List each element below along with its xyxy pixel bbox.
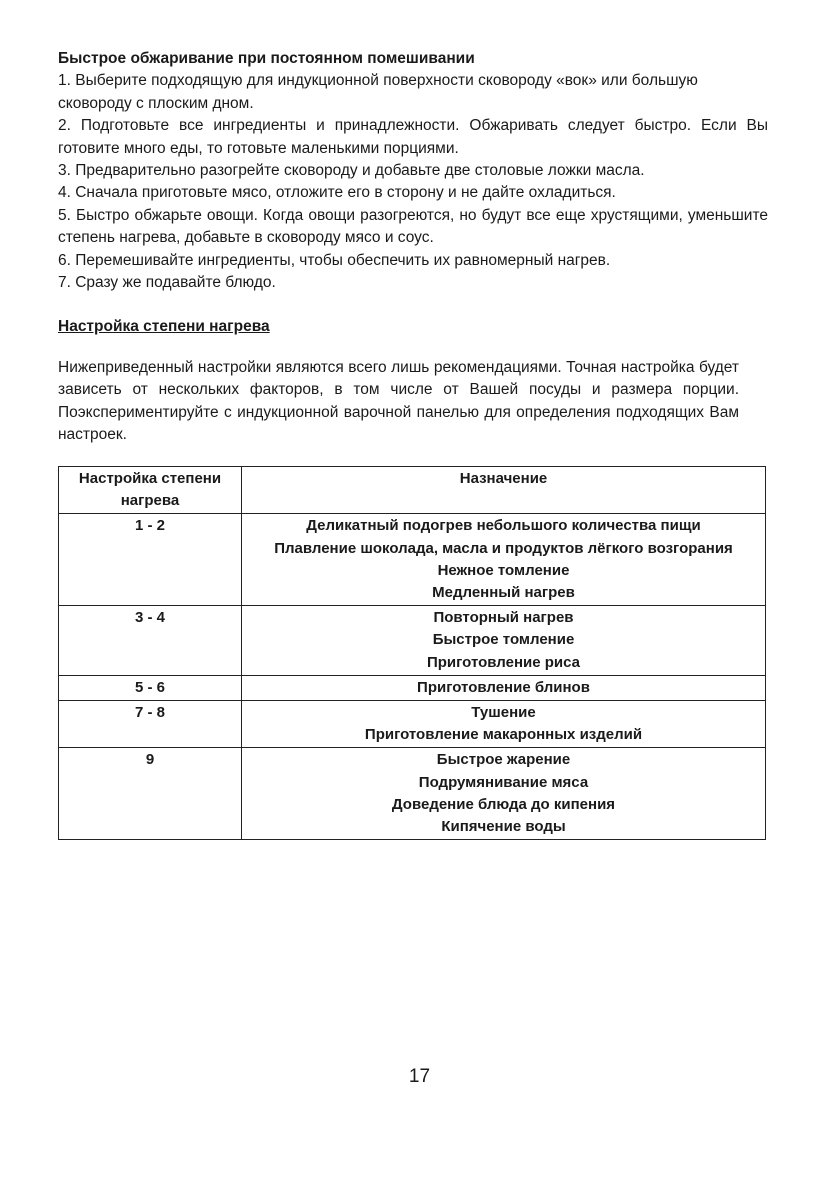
- step-5: 5. Быстро обжарьте овощи. Когда овощи разогреются, но будут все еще хрустящими, уменьшите степень нагрева, добавьте в сковороду мясо и соус.: [58, 206, 768, 247]
- purpose-item: Приготовление макаронных изделий: [364, 726, 643, 744]
- heat-level-cell: 3 - 4: [59, 606, 242, 676]
- step-3: 3. Предварительно разогрейте сковороду и добавьте две столовые ложки масла.: [58, 162, 645, 180]
- purpose-item: Медленный нагрев: [432, 584, 575, 602]
- purpose-cell: [242, 701, 766, 748]
- purpose-item: Доведение блюда до кипения: [391, 795, 616, 813]
- table-row: [59, 675, 766, 700]
- purpose-item: Тушение: [471, 704, 536, 722]
- purpose-item: Кипячение воды: [441, 818, 566, 836]
- purpose-cell: [242, 606, 766, 676]
- section-title-stir-fry: Быстрое обжаривание при постоянном помешивании: [58, 50, 475, 67]
- step-7: 7. Сразу же подавайте блюдо.: [58, 274, 276, 292]
- purpose-item: Быстрое томление: [432, 631, 575, 649]
- purpose-item: Быстрое жарение: [436, 751, 571, 769]
- step-1: 1. Выберите подходящую для индукционной поверхности сковороду «вок» или большую сковороду с плоским дном.: [58, 72, 698, 112]
- column-header-setting: Настройка степени нагрева: [59, 467, 242, 514]
- table-row: [59, 701, 766, 748]
- heat-settings-table: [58, 466, 766, 840]
- table-row: [59, 748, 766, 840]
- heat-level-cell: 9: [59, 748, 242, 840]
- page-content: [58, 48, 768, 836]
- heat-level-cell: 1 - 2: [59, 514, 242, 606]
- heat-level-cell: 5 - 6: [59, 675, 242, 700]
- table-row: [59, 514, 766, 606]
- purpose-cell: [242, 748, 766, 840]
- heat-level-cell: 7 - 8: [59, 701, 242, 748]
- purpose-cell: [242, 514, 766, 606]
- step-4: 4. Сначала приготовьте мясо, отложите его в сторону и не дайте охладиться.: [58, 184, 616, 202]
- purpose-item: Повторный нагрев: [433, 609, 574, 627]
- column-header-purpose: Назначение: [242, 467, 766, 514]
- table-header-row: [59, 467, 766, 514]
- table-body: [59, 514, 766, 840]
- step-6: 6. Перемешивайте ингредиенты, чтобы обеспечить их равномерный нагрев.: [58, 251, 611, 269]
- page-number: 17: [408, 1066, 431, 1087]
- purpose-item: Деликатный подогрев небольшого количества пищи: [306, 517, 701, 535]
- purpose-cell: [242, 675, 766, 700]
- table-row: [59, 606, 766, 676]
- section-title-heat-settings: Настройка степени нагрева: [58, 318, 270, 335]
- heat-settings-intro: Нижеприведенный настройки являются всего лишь рекомендациями. Точная настройка будет зависеть от нескольких факторов, в том числе от Вашей посуды и размера порции. Поэкспериментируйте с индукционной варочной панелью для определения подходящих Вам настроек.: [58, 359, 739, 444]
- purpose-item: Подрумянивание мяса: [418, 773, 589, 791]
- step-2: 2. Подготовьте все ингредиенты и принадлежности. Обжаривать следует быстро. Если Вы готовите много еды, то готовьте маленькими порциями.: [58, 117, 768, 157]
- purpose-item: Плавление шоколада, масла и продуктов лёгкого возгорания: [274, 539, 733, 557]
- purpose-item: Приготовление блинов: [417, 678, 590, 696]
- purpose-item: Приготовление риса: [426, 653, 581, 671]
- purpose-item: Нежное томление: [437, 561, 570, 579]
